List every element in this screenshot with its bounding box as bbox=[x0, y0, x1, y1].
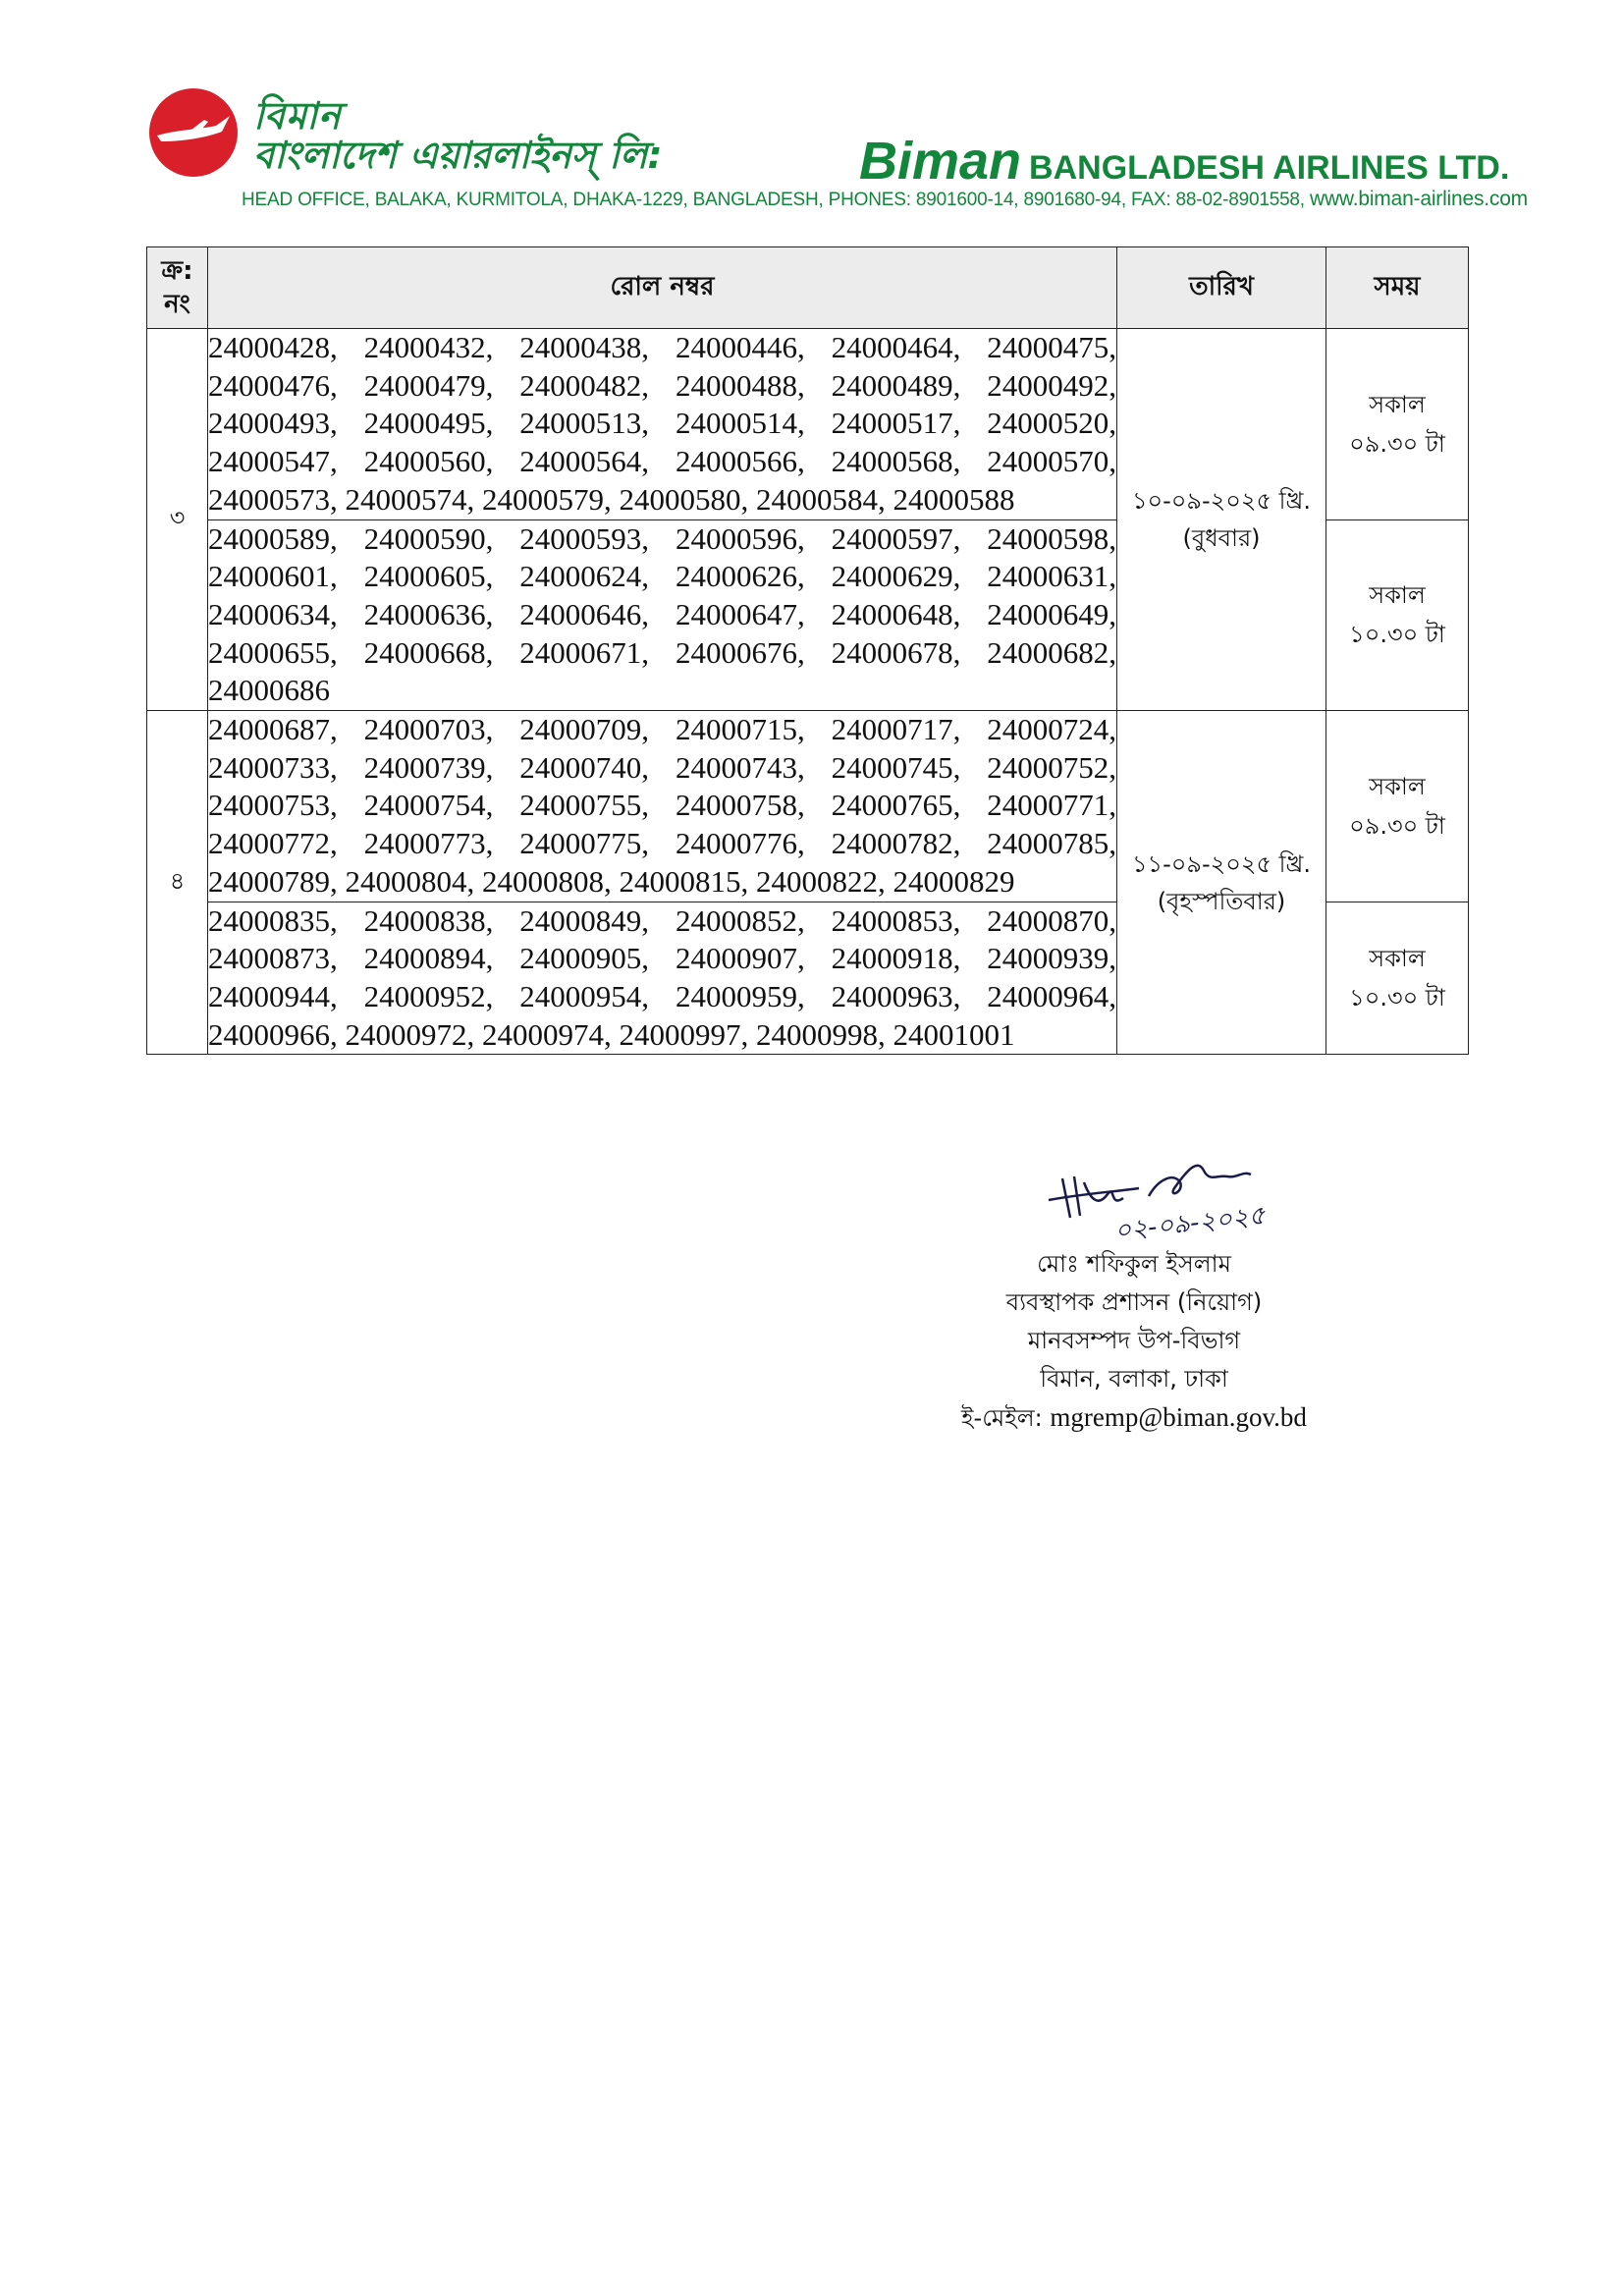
logo-bengali-line1: বিমান bbox=[253, 94, 342, 137]
signatory-office: বিমান, বলাকা, ঢাকা bbox=[1040, 1365, 1228, 1393]
signatory-email bbox=[913, 1398, 1355, 1438]
serial-cell: ৩ bbox=[147, 329, 208, 711]
table-row bbox=[147, 329, 1469, 520]
header-serial-line2: নং bbox=[164, 290, 190, 319]
exam-date: ১০-০৯-২০২৫ খ্রি. bbox=[1131, 487, 1312, 516]
website-text: www.biman-airlines.com bbox=[1309, 188, 1528, 210]
time-period: সকাল bbox=[1369, 772, 1426, 800]
header-roll: রোল নম্বর bbox=[208, 247, 1117, 329]
head-office-address bbox=[242, 188, 1528, 211]
table-header-row bbox=[147, 247, 1469, 329]
company-name bbox=[859, 131, 1509, 191]
logo-bengali-text bbox=[253, 96, 663, 175]
time-value: ০৯.৩০ টা bbox=[1349, 429, 1445, 458]
time-cell bbox=[1326, 711, 1469, 902]
signatory-designation: ব্যবস্থাপক প্রশাসন (নিয়োগ) bbox=[1005, 1288, 1263, 1316]
exam-date: ১১-০৯-২০২৫ খ্রি. bbox=[1131, 849, 1311, 878]
exam-schedule-table bbox=[146, 246, 1469, 1055]
roll-numbers-cell: 24000687, 24000703, 24000709, 24000715, 24000717, 24000724, 24000733, 24000739, 24000740, 24000743, 24000745, 24000752, 24000753, 24000754, 24000755, 24000758, 24000765, 24000771, 24000772, 24000773, 24000775, 24000776, 24000782, 24000785, 24000789, 24000804, 24000808, 24000815, 24000822, 24000829 bbox=[208, 711, 1117, 902]
logo-bengali-line2: বাংলাদেশ এয়ারলাইনস্ লি: bbox=[253, 134, 663, 177]
signatory-department: মানবসম্পদ উপ-বিভাগ bbox=[1027, 1327, 1241, 1354]
brand-rest: BANGLADESH AIRLINES LTD. bbox=[1029, 149, 1510, 187]
time-cell bbox=[1326, 519, 1469, 711]
email-label: ই-মেইল: bbox=[961, 1404, 1043, 1432]
serial-cell: ৪ bbox=[147, 711, 208, 1055]
signatory-details bbox=[913, 1245, 1355, 1438]
exam-day: (বৃহস্পতিবার) bbox=[1157, 887, 1286, 915]
table-row bbox=[147, 711, 1469, 902]
date-cell bbox=[1117, 329, 1326, 711]
signatory-name: মোঃ শফিকুল ইসলাম bbox=[1037, 1250, 1231, 1278]
email-link[interactable]: mgremp@biman.gov.bd bbox=[1050, 1402, 1307, 1432]
time-value: ১০.৩০ টা bbox=[1349, 983, 1445, 1011]
time-cell bbox=[1326, 902, 1469, 1055]
roll-numbers-cell: 24000835, 24000838, 24000849, 24000852, 24000853, 24000870, 24000873, 24000894, 24000905, 24000907, 24000918, 24000939, 24000944, 24000952, 24000954, 24000959, 24000963, 24000964, 24000966, 24000972, 24000974, 24000997, 24000998, 24001001 bbox=[208, 902, 1117, 1055]
exam-day: (বুধবার) bbox=[1182, 524, 1261, 553]
roll-numbers-cell: 24000428, 24000432, 24000438, 24000446, 24000464, 24000475, 24000476, 24000479, 24000482, 24000488, 24000489, 24000492, 24000493, 24000495, 24000513, 24000514, 24000517, 24000520, 24000547, 24000560, 24000564, 24000566, 24000568, 24000570, 24000573, 24000574, 24000579, 24000580, 24000584, 24000588 bbox=[208, 329, 1117, 520]
header-date: তারিখ bbox=[1117, 247, 1326, 329]
roll-numbers-cell: 24000589, 24000590, 24000593, 24000596, 24000597, 24000598, 24000601, 24000605, 24000624, 24000626, 24000629, 24000631, 24000634, 24000636, 24000646, 24000647, 24000648, 24000649, 24000655, 24000668, 24000671, 24000676, 24000678, 24000682, 24000686 bbox=[208, 519, 1117, 711]
time-value: ০৯.৩০ টা bbox=[1349, 811, 1445, 840]
header-time: সময় bbox=[1326, 247, 1469, 329]
time-period: সকাল bbox=[1369, 944, 1426, 972]
date-cell bbox=[1117, 711, 1326, 1055]
signature-date: ০২-০৯-২০২৫ bbox=[1112, 1201, 1267, 1246]
time-value: ১০.৩০ টা bbox=[1349, 621, 1445, 649]
brand-name: Biman bbox=[859, 132, 1022, 191]
header-serial bbox=[147, 247, 208, 329]
header-serial-line1: ক্র: bbox=[161, 256, 193, 286]
time-cell bbox=[1326, 329, 1469, 520]
time-period: সকাল bbox=[1369, 581, 1426, 610]
time-period: সকাল bbox=[1369, 390, 1426, 418]
address-text: HEAD OFFICE, BALAKA, KURMITOLA, DHAKA-1229, BANGLADESH, PHONES: 8901600-14, 8901680-94, FAX: 88-02-8901558, bbox=[242, 190, 1305, 210]
biman-logo-icon bbox=[147, 86, 240, 179]
letterhead bbox=[147, 86, 1528, 224]
